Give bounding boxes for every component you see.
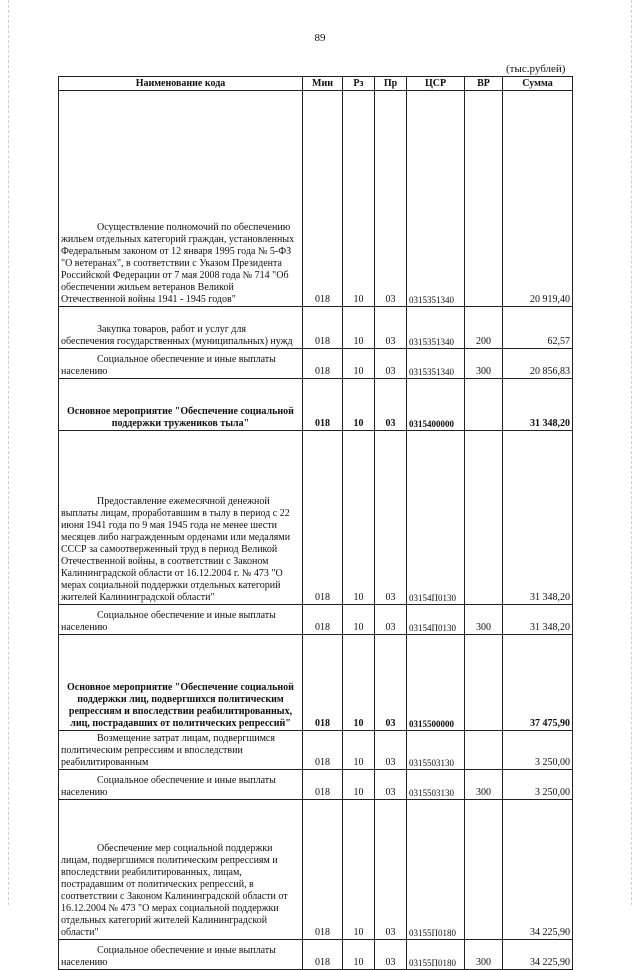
row-name-text: Предоставление ежемесячной денежной выплаты лицам, проработавшим в тылу в период с 22 июня 1941 года по 9 мая 1945 года не менее шести месяцев либо награжденным орденами или медалями СССР за самоотверженный труд в период Великой Отечественной войны, в соответствии с Законом Калининградской области от 16.12.2004 г. № 473 "О мерах социальной поддержки отдельных категорий жителей Калининградской области" xyxy=(61,496,291,603)
scan-edge-right xyxy=(631,0,633,905)
budget-table xyxy=(58,76,573,970)
table-row xyxy=(59,940,573,970)
row-name-text: Основное мероприятие "Обеспечение социальной поддержки лиц, подвергшихся политическим репрессиям и впоследствии реабилитированных, лиц, пострадавших от политических репрессий" xyxy=(67,682,294,729)
row-rz: 10 xyxy=(343,605,375,635)
row-csr: 0315503130 xyxy=(407,770,465,800)
row-sum: 31 348,20 xyxy=(503,431,573,605)
row-vr: 300 xyxy=(465,349,503,379)
header-sum: Сумма xyxy=(503,77,573,91)
row-name xyxy=(59,940,303,970)
header-min: Мин xyxy=(303,77,343,91)
row-csr: 0315503130 xyxy=(407,731,465,770)
table-row xyxy=(59,307,573,349)
row-name-text: Социальное обеспечение и иные выплаты населению xyxy=(61,354,276,377)
row-rz: 10 xyxy=(343,770,375,800)
row-rz: 10 xyxy=(343,91,375,307)
row-name xyxy=(59,635,303,731)
row-pr: 03 xyxy=(375,605,407,635)
header-name: Наименование кода xyxy=(59,77,303,91)
row-min: 018 xyxy=(303,605,343,635)
row-pr: 03 xyxy=(375,91,407,307)
row-rz: 10 xyxy=(343,379,375,431)
row-rz: 10 xyxy=(343,431,375,605)
row-sum: 3 250,00 xyxy=(503,731,573,770)
row-min: 018 xyxy=(303,91,343,307)
row-min: 018 xyxy=(303,431,343,605)
row-csr: 03154П0130 xyxy=(407,431,465,605)
row-name-text: Закупка товаров, работ и услуг для обеспечения государственных (муниципальных) нужд xyxy=(61,324,293,347)
row-csr: 03155П0180 xyxy=(407,940,465,970)
row-pr: 03 xyxy=(375,349,407,379)
row-min: 018 xyxy=(303,940,343,970)
header-rz: Рз xyxy=(343,77,375,91)
row-sum: 20 919,40 xyxy=(503,91,573,307)
row-csr: 03154П0130 xyxy=(407,605,465,635)
row-name-text: Социальное обеспечение и иные выплаты населению xyxy=(61,610,276,633)
page-number: 89 xyxy=(314,32,326,44)
row-min: 018 xyxy=(303,307,343,349)
table-row xyxy=(59,635,573,731)
row-rz: 10 xyxy=(343,940,375,970)
table-row xyxy=(59,731,573,770)
row-pr: 03 xyxy=(375,770,407,800)
row-vr xyxy=(465,800,503,940)
row-sum: 31 348,20 xyxy=(503,379,573,431)
row-min: 018 xyxy=(303,731,343,770)
row-name xyxy=(59,307,303,349)
row-sum: 20 856,83 xyxy=(503,349,573,379)
row-csr: 0315400000 xyxy=(407,379,465,431)
row-sum: 62,57 xyxy=(503,307,573,349)
row-csr: 0315351340 xyxy=(407,91,465,307)
row-vr xyxy=(465,731,503,770)
scan-edge-left xyxy=(8,0,10,905)
row-name xyxy=(59,800,303,940)
row-rz: 10 xyxy=(343,349,375,379)
row-vr: 300 xyxy=(465,940,503,970)
row-csr: 0315500000 xyxy=(407,635,465,731)
row-pr: 03 xyxy=(375,431,407,605)
row-vr xyxy=(465,91,503,307)
row-rz: 10 xyxy=(343,635,375,731)
row-pr: 03 xyxy=(375,307,407,349)
row-sum: 34 225,90 xyxy=(503,800,573,940)
row-csr: 0315351340 xyxy=(407,349,465,379)
row-min: 018 xyxy=(303,770,343,800)
row-rz: 10 xyxy=(343,307,375,349)
row-vr xyxy=(465,379,503,431)
row-sum: 37 475,90 xyxy=(503,635,573,731)
row-min: 018 xyxy=(303,349,343,379)
row-name xyxy=(59,431,303,605)
row-rz: 10 xyxy=(343,731,375,770)
units-label: (тыс.рублей) xyxy=(506,63,566,75)
row-sum: 3 250,00 xyxy=(503,770,573,800)
row-name xyxy=(59,731,303,770)
row-name xyxy=(59,91,303,307)
table-row xyxy=(59,605,573,635)
row-min: 018 xyxy=(303,635,343,731)
table-row xyxy=(59,91,573,307)
row-vr: 200 xyxy=(465,307,503,349)
row-sum: 31 348,20 xyxy=(503,605,573,635)
row-name xyxy=(59,349,303,379)
row-name xyxy=(59,605,303,635)
row-vr xyxy=(465,431,503,605)
row-name-text: Обеспечение мер социальной поддержки лицам, подвергшимся политическим репрессиям и впоследствии реабилитированных, лицам, пострадавшим от политических репрессий, в соответствии с Законом Калининградской области от 16.12.2004 № 473 "О мерах социальной поддержки отдельных категорий жителей Калининградской области" xyxy=(61,843,288,938)
row-name-text: Возмещение затрат лицам, подвергшимся политическим репрессиям и впоследствии реабилитированным xyxy=(61,733,275,768)
row-pr: 03 xyxy=(375,635,407,731)
table-row xyxy=(59,431,573,605)
row-sum: 34 225,90 xyxy=(503,940,573,970)
table-row xyxy=(59,800,573,940)
row-name-text: Основное мероприятие "Обеспечение социальной поддержки тружеников тыла" xyxy=(67,406,294,429)
row-name-text: Социальное обеспечение и иные выплаты населению xyxy=(61,945,276,968)
row-pr: 03 xyxy=(375,731,407,770)
row-name xyxy=(59,770,303,800)
table-row xyxy=(59,379,573,431)
row-vr: 300 xyxy=(465,605,503,635)
row-vr xyxy=(465,635,503,731)
row-rz: 10 xyxy=(343,800,375,940)
row-name xyxy=(59,379,303,431)
row-min: 018 xyxy=(303,800,343,940)
row-min: 018 xyxy=(303,379,343,431)
row-pr: 03 xyxy=(375,800,407,940)
header-csr: ЦСР xyxy=(407,77,465,91)
header-pr: Пр xyxy=(375,77,407,91)
row-csr: 0315351340 xyxy=(407,307,465,349)
table-header-row xyxy=(59,77,573,91)
row-name-text: Социальное обеспечение и иные выплаты населению xyxy=(61,775,276,798)
row-csr: 03155П0180 xyxy=(407,800,465,940)
row-vr: 300 xyxy=(465,770,503,800)
header-vr: ВР xyxy=(465,77,503,91)
row-pr: 03 xyxy=(375,940,407,970)
row-name-text: Осуществление полномочий по обеспечению жильем отдельных категорий граждан, установленных Федеральным законом от 12 января 1995 года № 5-ФЗ "О ветеранах", в соответствии с Указом Президента Российской Федерации от 7 мая 2008 года № 714 "Об обеспечении жильем ветеранов Великой Отечественной войны 1941 - 1945 годов" xyxy=(61,222,295,305)
table-row xyxy=(59,349,573,379)
table-row xyxy=(59,770,573,800)
row-pr: 03 xyxy=(375,379,407,431)
